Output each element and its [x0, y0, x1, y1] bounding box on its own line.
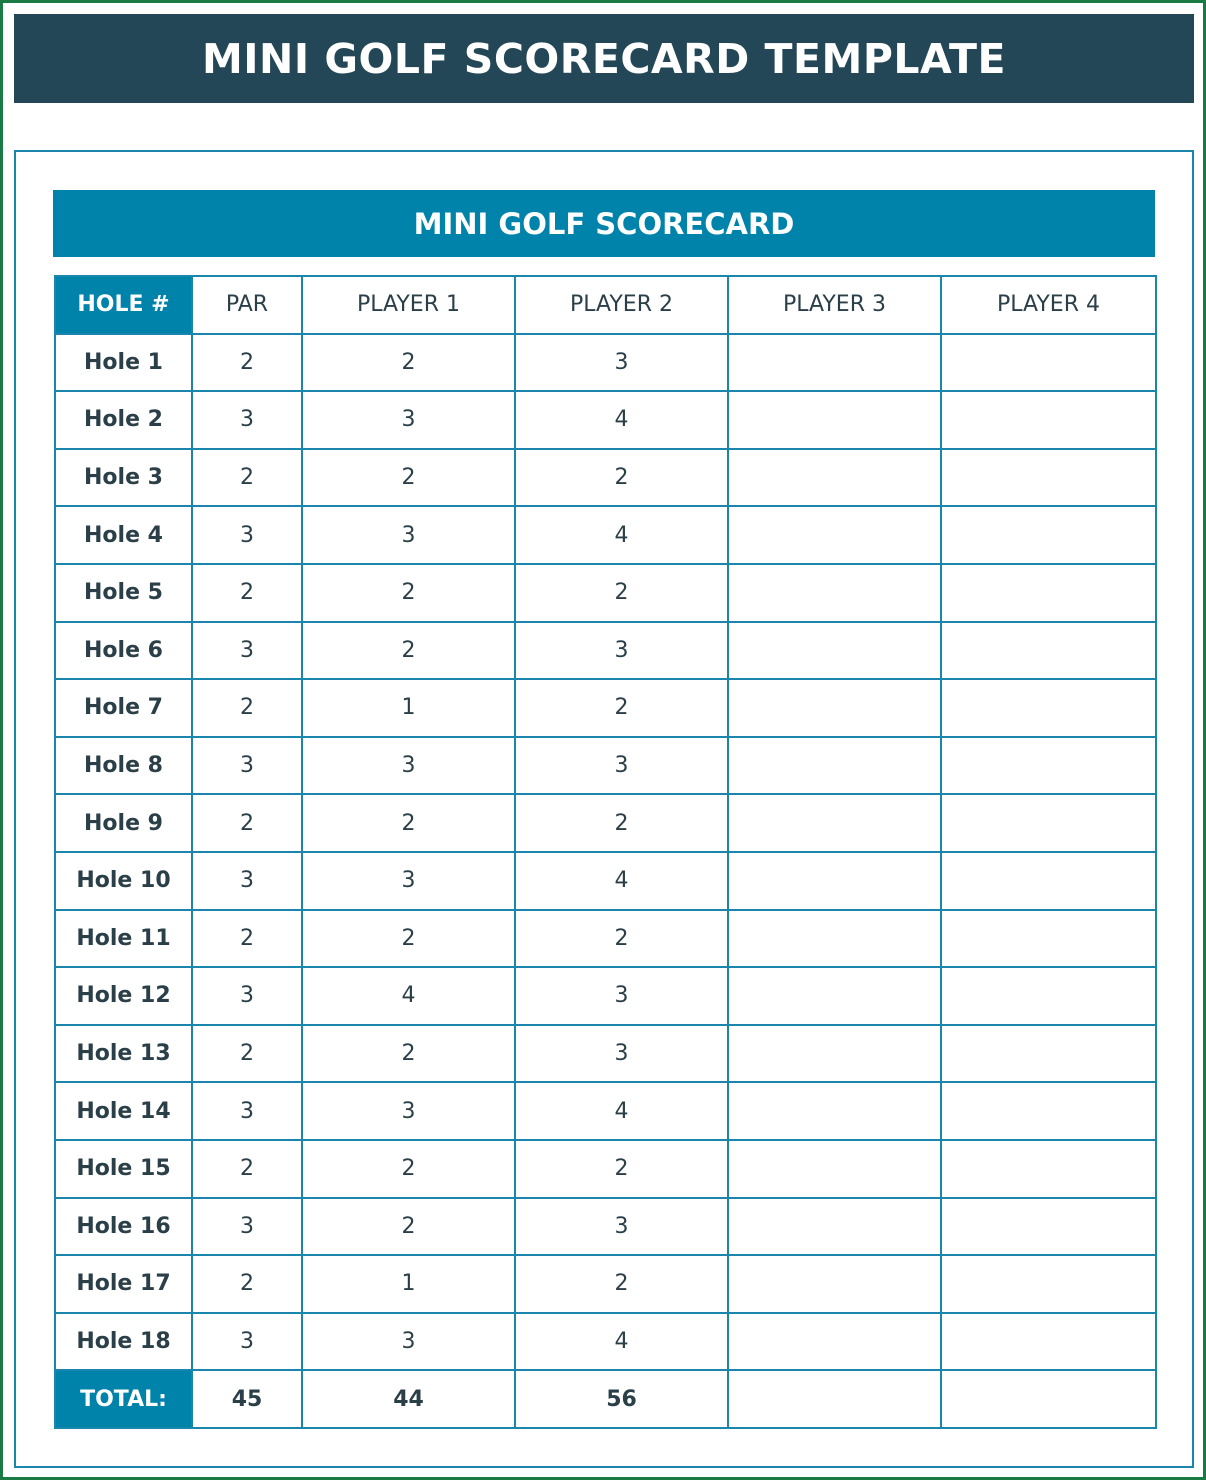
player-3-score[interactable] — [728, 1082, 941, 1140]
header-par: PAR — [192, 276, 302, 334]
player-2-score[interactable]: 2 — [515, 564, 728, 622]
hole-name: Hole 1 — [55, 334, 192, 392]
par-cell: 3 — [192, 1313, 302, 1371]
par-cell: 2 — [192, 1140, 302, 1198]
table-row — [55, 564, 1156, 622]
player-3-score[interactable] — [728, 794, 941, 852]
player-4-score[interactable] — [941, 622, 1156, 680]
player-1-score[interactable]: 1 — [302, 1255, 515, 1313]
player-4-score[interactable] — [941, 1140, 1156, 1198]
par-cell: 3 — [192, 967, 302, 1025]
player-1-score[interactable]: 3 — [302, 1313, 515, 1371]
player-3-score[interactable] — [728, 564, 941, 622]
player-4-score[interactable] — [941, 391, 1156, 449]
player-3-score[interactable] — [728, 1198, 941, 1256]
player-4-score[interactable] — [941, 794, 1156, 852]
header-player-4: PLAYER 4 — [941, 276, 1156, 334]
header-hole: HOLE # — [55, 276, 192, 334]
hole-name: Hole 18 — [55, 1313, 192, 1371]
player-3-score[interactable] — [728, 334, 941, 392]
table-row — [55, 334, 1156, 392]
player-2-score[interactable]: 2 — [515, 794, 728, 852]
par-cell: 3 — [192, 1082, 302, 1140]
par-cell: 3 — [192, 506, 302, 564]
player-2-score[interactable]: 2 — [515, 910, 728, 968]
header-player-2: PLAYER 2 — [515, 276, 728, 334]
hole-name: Hole 3 — [55, 449, 192, 507]
player-3-score[interactable] — [728, 449, 941, 507]
hole-name: Hole 10 — [55, 852, 192, 910]
table-row — [55, 852, 1156, 910]
player-2-score[interactable]: 2 — [515, 1140, 728, 1198]
player-3-score[interactable] — [728, 1140, 941, 1198]
player-2-score[interactable]: 4 — [515, 1082, 728, 1140]
player-2-score[interactable]: 3 — [515, 1025, 728, 1083]
table-row — [55, 967, 1156, 1025]
player-2-score[interactable]: 3 — [515, 334, 728, 392]
player-3-score[interactable] — [728, 852, 941, 910]
player-4-score[interactable] — [941, 334, 1156, 392]
table-row — [55, 1082, 1156, 1140]
player-4-score[interactable] — [941, 679, 1156, 737]
par-cell: 2 — [192, 449, 302, 507]
total-label: TOTAL: — [55, 1370, 192, 1428]
table-row — [55, 391, 1156, 449]
total-player-4[interactable] — [941, 1370, 1156, 1428]
player-2-score[interactable]: 2 — [515, 679, 728, 737]
par-cell: 3 — [192, 622, 302, 680]
par-cell: 2 — [192, 679, 302, 737]
hole-name: Hole 7 — [55, 679, 192, 737]
table-row — [55, 1255, 1156, 1313]
hole-name: Hole 17 — [55, 1255, 192, 1313]
player-1-score[interactable]: 2 — [302, 1025, 515, 1083]
player-2-score[interactable]: 2 — [515, 449, 728, 507]
player-1-score[interactable]: 2 — [302, 794, 515, 852]
player-1-score[interactable]: 3 — [302, 1082, 515, 1140]
player-2-score[interactable]: 3 — [515, 737, 728, 795]
player-2-score[interactable]: 4 — [515, 1313, 728, 1371]
hole-name: Hole 11 — [55, 910, 192, 968]
player-3-score[interactable] — [728, 910, 941, 968]
player-1-score[interactable]: 1 — [302, 679, 515, 737]
player-4-score[interactable] — [941, 1255, 1156, 1313]
player-4-score[interactable] — [941, 1025, 1156, 1083]
player-4-score[interactable] — [941, 1082, 1156, 1140]
hole-name: Hole 13 — [55, 1025, 192, 1083]
player-3-score[interactable] — [728, 737, 941, 795]
player-1-score[interactable]: 2 — [302, 449, 515, 507]
player-3-score[interactable] — [728, 1313, 941, 1371]
table-row — [55, 1198, 1156, 1256]
table-row — [55, 1025, 1156, 1083]
player-2-score[interactable]: 3 — [515, 967, 728, 1025]
player-1-score[interactable]: 3 — [302, 737, 515, 795]
total-row — [55, 1370, 1156, 1428]
player-2-score[interactable]: 4 — [515, 506, 728, 564]
player-2-score[interactable]: 3 — [515, 1198, 728, 1256]
player-2-score[interactable]: 4 — [515, 391, 728, 449]
table-row — [55, 794, 1156, 852]
header-player-3: PLAYER 3 — [728, 276, 941, 334]
player-3-score[interactable] — [728, 1025, 941, 1083]
player-1-score[interactable]: 2 — [302, 622, 515, 680]
player-3-score[interactable] — [728, 967, 941, 1025]
table-row — [55, 1313, 1156, 1371]
par-cell: 2 — [192, 1025, 302, 1083]
player-4-score[interactable] — [941, 564, 1156, 622]
table-row — [55, 622, 1156, 680]
par-cell: 2 — [192, 334, 302, 392]
player-3-score[interactable] — [728, 679, 941, 737]
table-row — [55, 679, 1156, 737]
player-2-score[interactable]: 4 — [515, 852, 728, 910]
scorecard-card — [14, 150, 1194, 1468]
hole-name: Hole 9 — [55, 794, 192, 852]
page-title: MINI GOLF SCORECARD TEMPLATE — [14, 14, 1194, 103]
table-row — [55, 506, 1156, 564]
par-cell: 2 — [192, 910, 302, 968]
hole-name: Hole 6 — [55, 622, 192, 680]
player-2-score[interactable]: 2 — [515, 1255, 728, 1313]
par-cell: 3 — [192, 852, 302, 910]
player-4-score[interactable] — [941, 449, 1156, 507]
player-4-score[interactable] — [941, 967, 1156, 1025]
hole-name: Hole 4 — [55, 506, 192, 564]
header-row — [55, 276, 1156, 334]
table-row — [55, 910, 1156, 968]
total-player-1[interactable]: 44 — [302, 1370, 515, 1428]
header-player-1: PLAYER 1 — [302, 276, 515, 334]
par-cell: 3 — [192, 737, 302, 795]
player-1-score[interactable]: 3 — [302, 506, 515, 564]
par-cell: 3 — [192, 391, 302, 449]
par-cell: 2 — [192, 794, 302, 852]
player-4-score[interactable] — [941, 910, 1156, 968]
hole-name: Hole 14 — [55, 1082, 192, 1140]
player-1-score[interactable]: 2 — [302, 910, 515, 968]
player-3-score[interactable] — [728, 622, 941, 680]
scorecard-table — [54, 275, 1157, 1429]
player-4-score[interactable] — [941, 1313, 1156, 1371]
hole-name: Hole 5 — [55, 564, 192, 622]
par-cell: 2 — [192, 1255, 302, 1313]
par-cell: 3 — [192, 1198, 302, 1256]
hole-name: Hole 2 — [55, 391, 192, 449]
player-1-score[interactable]: 2 — [302, 1198, 515, 1256]
player-1-score[interactable]: 2 — [302, 564, 515, 622]
player-2-score[interactable]: 3 — [515, 622, 728, 680]
player-3-score[interactable] — [728, 391, 941, 449]
player-4-score[interactable] — [941, 506, 1156, 564]
player-4-score[interactable] — [941, 852, 1156, 910]
total-player-3[interactable] — [728, 1370, 941, 1428]
par-cell: 2 — [192, 564, 302, 622]
table-row — [55, 1140, 1156, 1198]
player-4-score[interactable] — [941, 737, 1156, 795]
table-row — [55, 737, 1156, 795]
hole-name: Hole 16 — [55, 1198, 192, 1256]
total-player-2[interactable]: 56 — [515, 1370, 728, 1428]
player-3-score[interactable] — [728, 1255, 941, 1313]
player-1-score[interactable]: 4 — [302, 967, 515, 1025]
player-1-score[interactable]: 3 — [302, 391, 515, 449]
player-1-score[interactable]: 2 — [302, 334, 515, 392]
player-3-score[interactable] — [728, 506, 941, 564]
player-1-score[interactable]: 2 — [302, 1140, 515, 1198]
player-1-score[interactable]: 3 — [302, 852, 515, 910]
player-4-score[interactable] — [941, 1198, 1156, 1256]
total-par: 45 — [192, 1370, 302, 1428]
scorecard-title: MINI GOLF SCORECARD — [53, 190, 1155, 257]
hole-name: Hole 15 — [55, 1140, 192, 1198]
hole-name: Hole 12 — [55, 967, 192, 1025]
hole-name: Hole 8 — [55, 737, 192, 795]
table-row — [55, 449, 1156, 507]
